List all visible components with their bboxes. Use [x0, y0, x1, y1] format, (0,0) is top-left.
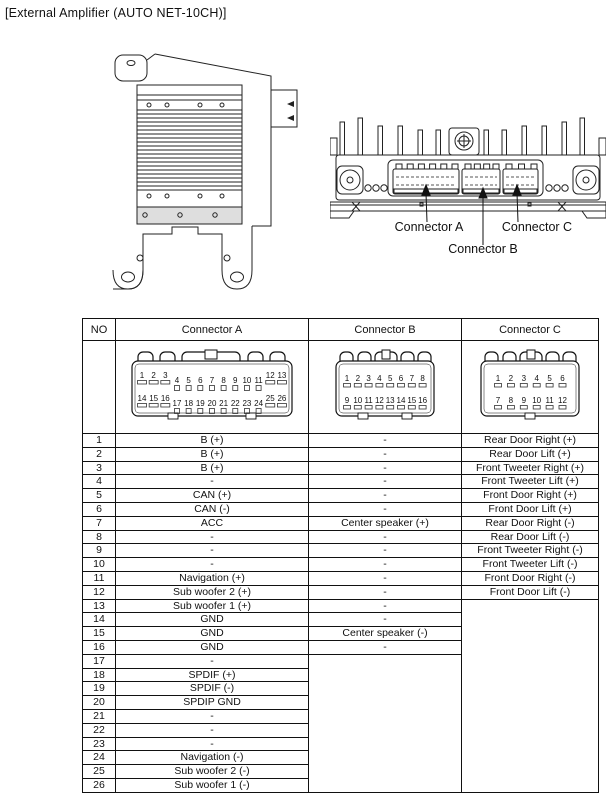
connector-b-cell — [309, 654, 462, 792]
svg-text:1: 1 — [344, 374, 350, 384]
connector-c-cell: Rear Door Lift (+) — [462, 447, 599, 461]
svg-text:6: 6 — [398, 374, 404, 384]
row-number-cell: 22 — [83, 723, 116, 737]
row-number-cell: 14 — [83, 613, 116, 627]
svg-text:21: 21 — [219, 399, 229, 409]
svg-text:16: 16 — [418, 396, 428, 406]
row-number-cell: 4 — [83, 475, 116, 489]
connector-b-cell: Center speaker (-) — [309, 627, 462, 641]
connector-b-cell: - — [309, 613, 462, 627]
svg-text:6: 6 — [198, 376, 203, 386]
svg-text:2: 2 — [508, 374, 514, 384]
svg-text:16: 16 — [160, 394, 170, 404]
connector-a-cell: ACC — [116, 516, 309, 530]
connector-c-pin-diagram — [462, 348, 598, 426]
table-row — [83, 599, 599, 613]
svg-text:4: 4 — [377, 374, 382, 384]
connector-b-cell: - — [309, 585, 462, 599]
row-number-cell: 12 — [83, 585, 116, 599]
svg-text:5: 5 — [186, 376, 191, 386]
connector-b-cell: - — [309, 434, 462, 448]
row-number-cell: 24 — [83, 751, 116, 765]
svg-text:13: 13 — [385, 396, 395, 406]
connector-a-cell: - — [116, 475, 309, 489]
row-number-cell: 5 — [83, 489, 116, 503]
svg-text:9: 9 — [344, 396, 350, 406]
row-number-cell: 21 — [83, 709, 116, 723]
svg-text:22: 22 — [230, 399, 240, 409]
connector-a-cell: GND — [116, 640, 309, 654]
svg-text:25: 25 — [265, 394, 275, 404]
connector-a-cell: B (+) — [116, 461, 309, 475]
row-number-cell: 18 — [83, 668, 116, 682]
connector-a-label: Connector A — [394, 220, 464, 234]
col-header-connector-c: Connector C — [462, 319, 599, 341]
svg-text:14: 14 — [396, 396, 406, 406]
row-number-cell: 16 — [83, 640, 116, 654]
svg-text:26: 26 — [277, 394, 287, 404]
connector-c-cell: Front Tweeter Lift (-) — [462, 558, 599, 572]
svg-text:1: 1 — [139, 371, 145, 381]
svg-text:4: 4 — [174, 376, 180, 386]
table-row — [83, 461, 599, 475]
col-header-connector-a: Connector A — [116, 319, 309, 341]
row-number-cell: 1 — [83, 434, 116, 448]
svg-text:14: 14 — [137, 394, 147, 404]
row-number-cell: 11 — [83, 571, 116, 585]
connector-b-cell: - — [309, 461, 462, 475]
connector-a-cell: - — [116, 709, 309, 723]
connector-c-cell: Front Door Lift (-) — [462, 585, 599, 599]
connector-a-cell: GND — [116, 613, 309, 627]
connector-b-cell: - — [309, 640, 462, 654]
connector-a-pin-diagram — [116, 348, 308, 426]
page-title: [External Amplifier (AUTO NET-10CH)] — [5, 6, 227, 20]
row-number-cell: 23 — [83, 737, 116, 751]
row-number-cell: 13 — [83, 599, 116, 613]
svg-text:15: 15 — [407, 396, 417, 406]
connector-a-cell: CAN (-) — [116, 502, 309, 516]
connector-c-cell: Rear Door Lift (-) — [462, 530, 599, 544]
connector-b-cell: - — [309, 530, 462, 544]
table-row — [83, 502, 599, 516]
connector-b-pin-diagram — [309, 348, 461, 426]
connector-diagram-row — [83, 341, 599, 434]
diagram-spacer-cell — [83, 341, 116, 434]
svg-text:11: 11 — [364, 396, 373, 406]
svg-text:3: 3 — [366, 374, 371, 384]
connector-b-label: Connector B — [448, 242, 518, 256]
pin-table-body — [83, 341, 599, 793]
connector-c-cell: Rear Door Right (-) — [462, 516, 599, 530]
row-number-cell: 26 — [83, 778, 116, 792]
connector-a-cell: B (+) — [116, 447, 309, 461]
svg-text:19: 19 — [195, 399, 205, 409]
table-row — [83, 434, 599, 448]
svg-text:11: 11 — [545, 396, 554, 406]
table-row — [83, 558, 599, 572]
svg-text:7: 7 — [409, 374, 415, 384]
connector-a-cell: - — [116, 654, 309, 668]
svg-text:9: 9 — [233, 376, 238, 386]
table-row — [83, 571, 599, 585]
svg-text:20: 20 — [207, 399, 217, 409]
connector-a-cell: SPDIF (+) — [116, 668, 309, 682]
connector-b-cell: - — [309, 475, 462, 489]
connector-c-cell: Front Door Right (-) — [462, 571, 599, 585]
svg-text:18: 18 — [184, 399, 194, 409]
svg-text:10: 10 — [353, 396, 363, 406]
pinout-table — [82, 318, 599, 793]
connector-b-cell: - — [309, 571, 462, 585]
connector-a-cell: Sub woofer 1 (-) — [116, 778, 309, 792]
svg-text:5: 5 — [547, 374, 552, 384]
connector-a-cell: Navigation (+) — [116, 571, 309, 585]
row-number-cell: 7 — [83, 516, 116, 530]
row-number-cell: 2 — [83, 447, 116, 461]
heatsink-block — [137, 85, 242, 224]
connector-b-cell: - — [309, 502, 462, 516]
amp-front-view-diagram — [70, 48, 302, 310]
row-number-cell: 10 — [83, 558, 116, 572]
connector-b-cell: Center speaker (+) — [309, 516, 462, 530]
table-row — [83, 544, 599, 558]
connector-a-cell: GND — [116, 627, 309, 641]
svg-text:9: 9 — [521, 396, 527, 406]
connector-c-cell: Front Tweeter Right (+) — [462, 461, 599, 475]
connector-c-cell: Front Door Right (+) — [462, 489, 599, 503]
row-number-cell: 8 — [83, 530, 116, 544]
svg-text:3: 3 — [163, 371, 168, 381]
base-plate — [330, 202, 606, 218]
svg-text:1: 1 — [495, 374, 501, 384]
svg-text:15: 15 — [149, 394, 159, 404]
col-header-connector-b: Connector B — [309, 319, 462, 341]
table-row — [83, 475, 599, 489]
connector-c-cell: Front Door Lift (+) — [462, 502, 599, 516]
connector-b-cell: - — [309, 558, 462, 572]
svg-text:23: 23 — [242, 399, 252, 409]
connector-a-cell: SPDIF (-) — [116, 682, 309, 696]
col-header-no: NO — [83, 319, 116, 341]
svg-text:2: 2 — [355, 374, 361, 384]
svg-text:7: 7 — [495, 396, 501, 406]
connector-a-cell: - — [116, 737, 309, 751]
connector-b-cell: - — [309, 599, 462, 613]
svg-text:7: 7 — [209, 376, 215, 386]
connector-c-cell: Rear Door Right (+) — [462, 434, 599, 448]
table-row — [83, 489, 599, 503]
row-number-cell: 6 — [83, 502, 116, 516]
mount-screw-icon — [455, 132, 473, 150]
svg-text:8: 8 — [221, 376, 226, 386]
svg-text:12: 12 — [558, 396, 567, 406]
connector-a-cell: - — [116, 530, 309, 544]
svg-text:8: 8 — [508, 396, 514, 406]
connector-a-cell: - — [116, 544, 309, 558]
connector-a-cell: CAN (+) — [116, 489, 309, 503]
svg-text:24: 24 — [254, 399, 264, 409]
row-number-cell: 3 — [83, 461, 116, 475]
row-number-cell: 15 — [83, 627, 116, 641]
svg-text:3: 3 — [521, 374, 527, 384]
svg-text:10: 10 — [242, 376, 252, 386]
svg-text:2: 2 — [151, 371, 156, 381]
table-row — [83, 516, 599, 530]
svg-text:4: 4 — [534, 374, 539, 384]
table-header-row — [83, 319, 599, 341]
connector-b-cell: - — [309, 544, 462, 558]
connector-a-cell: Sub woofer 1 (+) — [116, 599, 309, 613]
connector-c-label: Connector C — [501, 220, 573, 234]
svg-text:5: 5 — [387, 374, 393, 384]
connector-b-cell: - — [309, 489, 462, 503]
svg-text:11: 11 — [254, 376, 263, 386]
table-row — [83, 530, 599, 544]
connector-a-cell: Sub woofer 2 (+) — [116, 585, 309, 599]
connector-b-cell: - — [309, 447, 462, 461]
row-number-cell: 25 — [83, 765, 116, 779]
row-number-cell: 20 — [83, 696, 116, 710]
table-row — [83, 447, 599, 461]
row-number-cell: 9 — [83, 544, 116, 558]
svg-text:13: 13 — [277, 371, 287, 381]
connector-c-cell: Front Tweeter Right (-) — [462, 544, 599, 558]
svg-text:12: 12 — [374, 396, 384, 406]
connector-a-cell: SPDIP GND — [116, 696, 309, 710]
row-number-cell: 17 — [83, 654, 116, 668]
row-number-cell: 19 — [83, 682, 116, 696]
svg-text:17: 17 — [172, 399, 182, 409]
svg-text:6: 6 — [560, 374, 565, 384]
svg-text:10: 10 — [532, 396, 542, 406]
connector-a-cell: Navigation (-) — [116, 751, 309, 765]
connector-a-cell: Sub woofer 2 (-) — [116, 765, 309, 779]
connector-a-cell: - — [116, 723, 309, 737]
connector-c-cell — [462, 599, 599, 792]
svg-text:8: 8 — [420, 374, 425, 384]
connector-a-cell: - — [116, 558, 309, 572]
table-row — [83, 585, 599, 599]
connector-c-cell: Front Tweeter Lift (+) — [462, 475, 599, 489]
svg-text:12: 12 — [265, 371, 275, 381]
connector-a-cell: B (+) — [116, 434, 309, 448]
